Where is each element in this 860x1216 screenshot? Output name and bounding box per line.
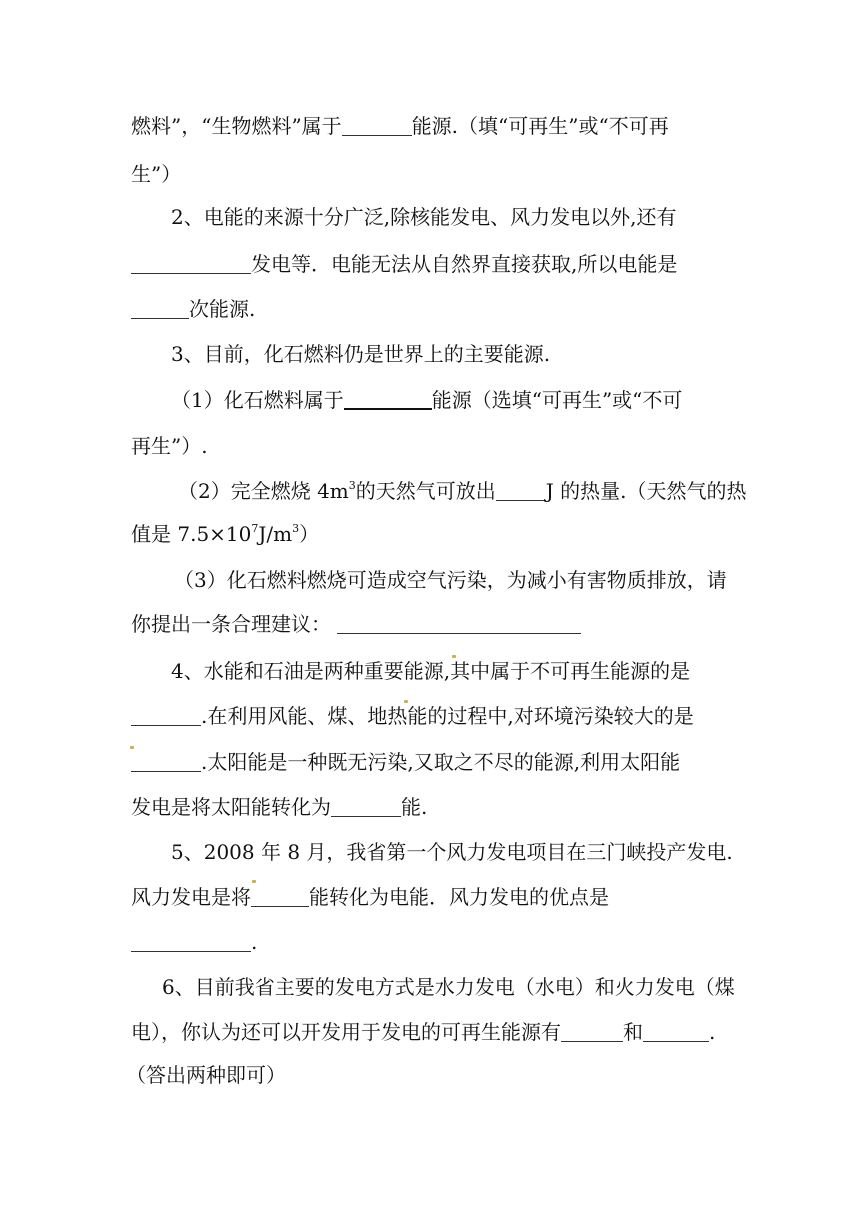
line-2: 生”） — [131, 162, 182, 186]
blank-renewable[interactable] — [342, 117, 412, 136]
blank-q5-1[interactable] — [251, 888, 309, 907]
q3-part-3-cont: 你提出一条合理建议： — [131, 611, 581, 637]
q3-part-1: （1）化石燃料属于 能源（选填“可再生”或“不可 — [171, 388, 683, 412]
q3-part-1-cont: 再生”）. — [131, 434, 208, 458]
blank-q4-1[interactable] — [131, 707, 201, 726]
q3-stem: 3、目前，化石燃料仍是世界上的主要能源. — [171, 342, 551, 366]
blank-q3-3[interactable] — [337, 615, 581, 634]
q4-line-1: 4、水能和石油是两种重要能源,其中属于不可再生能源的是 — [171, 659, 691, 683]
q4-line-2: .在利用风能、煤、地热能的过程中,对环境污染较大的是 — [131, 703, 694, 729]
q3-part-3: （3）化石燃料燃烧可造成空气污染，为减小有害物质排放，请 — [174, 568, 727, 592]
scan-speck — [252, 880, 256, 883]
q6-line-2: 电），你认为还可以开发用于发电的可再生能源有 和 . — [131, 1020, 716, 1044]
q6-line-3: （答出两种即可） — [126, 1063, 286, 1087]
blank-q2-power[interactable] — [131, 255, 251, 274]
scan-speck — [130, 746, 134, 749]
blank-q3-1[interactable] — [344, 390, 432, 410]
q4-line-4: 发电是将太阳能转化为 能. — [131, 795, 428, 819]
q2-line-2: 发电等．电能无法从自然界直接获取,所以电能是 — [131, 251, 677, 277]
blank-q4-2[interactable] — [131, 753, 201, 772]
q5-line-3: . — [131, 929, 257, 955]
blank-q4-3[interactable] — [331, 798, 401, 817]
q4-line-3: .太阳能是一种既无污染,又取之不尽的能源,利用太阳能 — [131, 749, 680, 775]
blank-q6-2[interactable] — [643, 1023, 709, 1042]
blank-q5-2[interactable] — [131, 933, 251, 952]
q2-line-3: 次能源. — [131, 296, 255, 322]
q5-line-2: 风力发电是将 能转化为电能．风力发电的优点是 — [131, 885, 609, 909]
scan-speck — [404, 700, 408, 703]
q5-line-1: 5、2008 年 8 月，我省第一个风力发电项目在三门峡投产发电. — [171, 840, 733, 864]
q3-part-2-cont: 值是 $7.5\times 10^7J/m^3$） — [131, 522, 320, 546]
scan-speck — [452, 655, 456, 658]
blank-q6-1[interactable] — [561, 1023, 623, 1042]
q6-line-1: 6、目前我省主要的发电方式是水力发电（水电）和火力发电（煤 — [162, 975, 735, 999]
blank-q2-order[interactable] — [131, 300, 189, 319]
blank-q3-2[interactable] — [496, 482, 546, 501]
line-1: 燃料”，“生物燃料”属于 能源.（填“可再生”或“不可再 — [131, 114, 669, 138]
q3-part-2: （2）完全燃烧 $4m^3$的天然气可放出 J 的热量.（天然气的热 — [178, 479, 747, 503]
q2-line-1: 2、电能的来源十分广泛,除核能发电、风力发电以外,还有 — [171, 205, 677, 229]
